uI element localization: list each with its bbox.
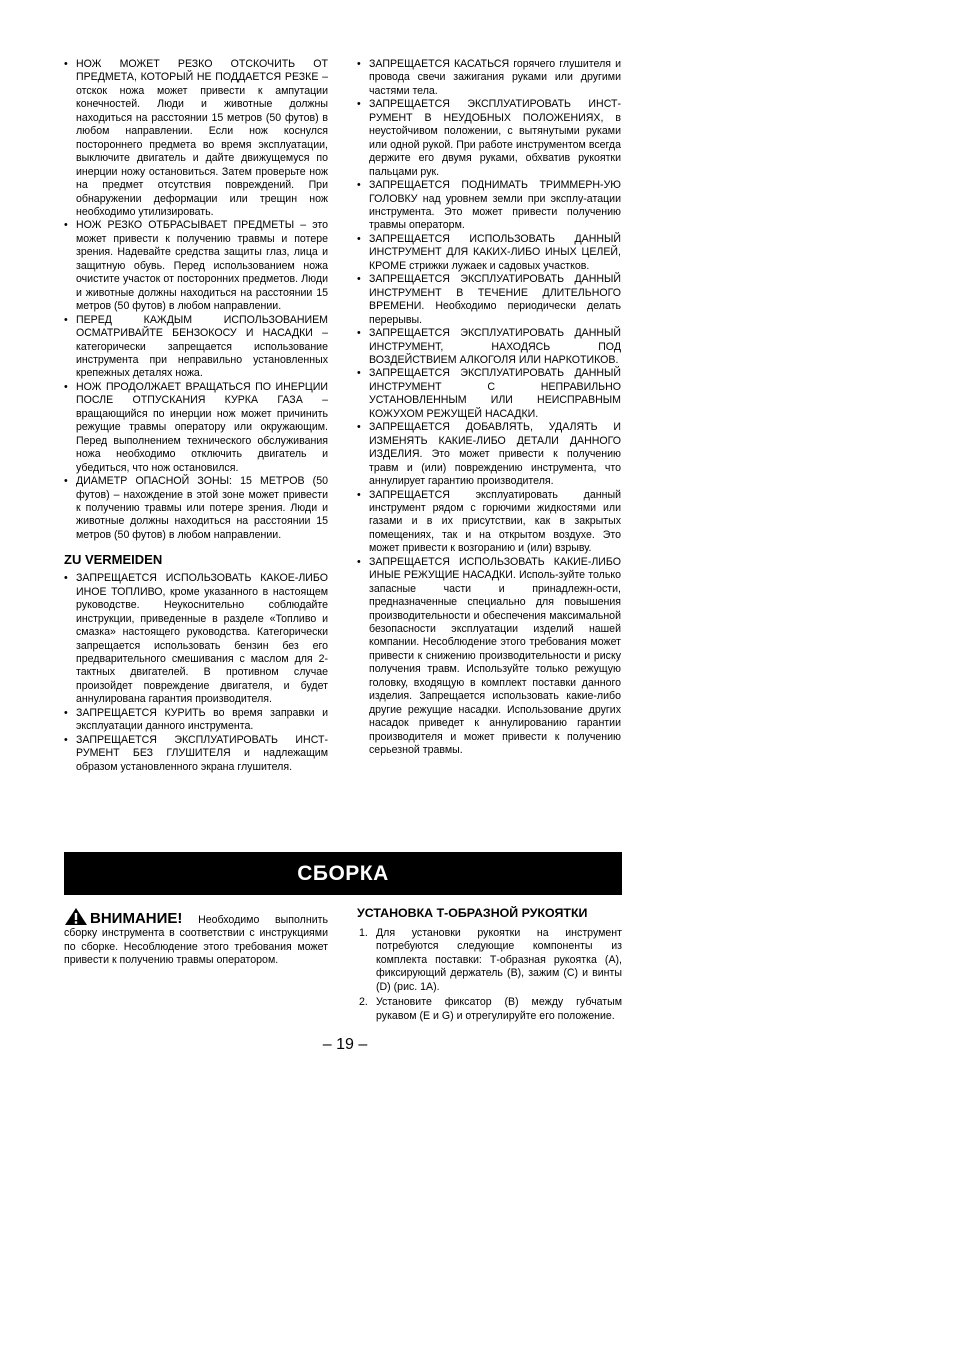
list-item: • ЗАПРЕЩАЕТСЯ КУРИТЬ во время заправки и эксплуатации данного инструмента. — [64, 707, 328, 734]
warning-icon — [64, 907, 88, 926]
list-item: • НОЖ МОЖЕТ РЕЗКО ОТСКОЧИТЬ ОТ ПРЕДМЕТА, КОТОРЫЙ НЕ ПОДДАЕТСЯ РЕЗКЕ – отскок ножа может привести к ампутации конечностей. Люди и животные должны находиться на расстоянии 15 метров (50 футов) в любом направлении. Если нож коснулся постороннего предмета во время эксплуатации, выключите двигатель и дайте движущемуся по инерции ножу остановиться. Затем проверьте нож на предмет отсутствия повреждений. При обнаружении деформации или трещин нож необходимо утилизировать. — [64, 58, 328, 219]
list-item: • ЗАПРЕЩАЕТСЯ ЭКСПЛУАТИРОВАТЬ ДАННЫЙ ИНСТРУМЕНТ С НЕПРАВИЛЬНО УСТАНОВЛЕННЫМ ИЛИ НЕИСПРАВНЫМ КОЖУХОМ РЕЖУЩЕЙ НАСАДКИ. — [357, 367, 621, 421]
step-number: 2. — [359, 996, 368, 1009]
list-item: • ЗАПРЕЩАЕТСЯ ЭКСПЛУАТИРОВАТЬ ДАННЫЙ ИНСТРУМЕНТ, НАХОДЯСЬ ПОД ВОЗДЕЙСТВИЕМ АЛКОГОЛЯ ИЛИ НАРКОТИКОВ. — [357, 327, 621, 367]
list-item: • ЗАПРЕЩАЕТСЯ эксплуатировать данный инструмент рядом с горючими жидкостями или газами и в их присутствии, как в закрытых помещениях, так и на открытом воздухе. Это может привести к возгоранию и (или) взрыву. — [357, 489, 621, 556]
list-item: • ЗАПРЕЩАЕТСЯ ПОДНИМАТЬ ТРИММЕРН-УЮ ГОЛОВКУ над уровнем земли при эксплу-атации инструмента. Это может привести получению травмы операторм. — [357, 179, 621, 233]
step-text: Для установки рукоятки на инструмент потребуются следующие компоненты из комплекта поставки: Т-образная рукоятка (А), фиксирующий держатель (В), зажим (С) и винты (D) (рис. 1А). — [376, 927, 622, 993]
list-item: • ПЕРЕД КАЖДЫМ ИСПОЛЬЗОВАНИЕМ ОСМАТРИВАЙТЕ БЕНЗОКОСУ И НАСАДКИ – категорически запрещается использование инструмента при неправильно установленных крепежных деталях ножа. — [64, 314, 328, 381]
warning-title: ВНИМАНИЕ! — [90, 910, 183, 927]
step-number: 1. — [359, 927, 368, 939]
list-item: • ЗАПРЕЩАЕТСЯ ИСПОЛЬЗОВАТЬ ДАННЫЙ ИНСТРУМЕНТ ДЛЯ КАКИХ-ЛИБО ИНЫХ ЦЕЛЕЙ, КРОМЕ стрижки лужаек и садовых участков. — [357, 233, 621, 273]
right-column — [357, 58, 621, 758]
assembly-steps — [357, 927, 622, 1023]
list-item: • ЗАПРЕЩАЕТСЯ ИСПОЛЬЗОВАТЬ КАКОЕ-ЛИБО ИНОЕ ТОПЛИВО, кроме указанного в настоящем руководстве. Неукоснительно соблюдайте инструкции, приведенные в разделе «Топливо и смазка» настоящего руководства. Категорически запрещается использовать бензин без его предварительного смешивания с маслом для 2-тактных двигателей. В противном случае произойдет повреждение двигателя, и будет аннулирована гарантия производителя. — [64, 572, 328, 707]
step-text: Установите фиксатор (В) между губчатым рукавом (E и G) и отрегулируйте его положение. — [376, 996, 622, 1022]
list-item: • ЗАПРЕЩАЕТСЯ КАСАТЬСЯ горячего глушителя и провода свечи зажигания руками или другими частями тела. — [357, 58, 621, 98]
section-heading: ZU VERMEIDEN — [64, 552, 163, 568]
step-item — [357, 996, 622, 1023]
list-item: • ДИАМЕТР ОПАСНОЙ ЗОНЫ: 15 МЕТРОВ (50 футов) – нахождение в этой зоне может привести к получению травмы или потере зрения. Люди и животные должны находиться на расстоянии 15 метров (50 футов) в любом направлении. — [64, 475, 328, 542]
list-item: • НОЖ ПРОДОЛЖАЕТ ВРАЩАТЬСЯ ПО ИНЕРЦИИ ПОСЛЕ ОТПУСКАНИЯ КУРКА ГАЗА – вращающийся по инерции нож может причинить режущие травмы оператору или окружающим. Перед выполнением технического обслуживания ножа необходимо отключить двигатель и убедиться, что нож остановился. — [64, 381, 328, 475]
warning-block — [64, 907, 328, 968]
list-item: • ЗАПРЕЩАЕТСЯ ЭКСПЛУАТИРОВАТЬ ДАННЫЙ ИНСТРУМЕНТ В ТЕЧЕНИЕ ДЛИТЕЛЬНОГО ВРЕМЕНИ. Необходимо периодически делать перерывы. — [357, 273, 621, 327]
right-bullet-list — [357, 58, 621, 758]
assembly-heading: УСТАНОВКА Т-ОБРАЗНОЙ РУКОЯТКИ — [357, 906, 588, 920]
left-column — [64, 58, 328, 774]
step-item — [357, 927, 622, 994]
list-item: • ЗАПРЕЩАЕТСЯ ЭКСПЛУАТИРОВАТЬ ИНСТ-РУМЕНТ БЕЗ ГЛУШИТЕЛЯ и надлежащим образом установленного экрана глушителя. — [64, 734, 328, 774]
list-item: • ЗАПРЕЩАЕТСЯ ИСПОЛЬЗОВАТЬ КАКИЕ-ЛИБО ИНЫЕ РЕЖУЩИЕ НАСАДКИ. Исполь-зуйте только запасные части и принадлежн-ости, предназначенные специально для повышения производительности и обеспечения максимальной безопасности эксплуатации изделий нашей компании. Несоблюдение этого требования может привести к снижению производительности и риску получения травм. Используйте только режущую головку, входящую в комплект поставки данного изделия. Запрещается использовать какие-либо другие режущие насадки. Использование других насадок приведет к аннулированию гарантии производителя и может привести к получению серьезной травмы. — [357, 556, 621, 758]
avoid-bullet-list — [64, 572, 328, 774]
warning-text: Необходимо выполнить сборку инструмента в соответствии с инструкциями по сборке. Несоблюдение этого требования может привести к получению травмы оператором. — [64, 914, 328, 967]
list-item: • ЗАПРЕЩАЕТСЯ ДОБАВЛЯТЬ, УДАЛЯТЬ И ИЗМЕНЯТЬ КАКИЕ-ЛИБО ДЕТАЛИ ДАННОГО ИЗДЕЛИЯ. Это может привести к получению травм и (или) повреждению инструмента, что аннулирует гарантию производителя. — [357, 421, 621, 488]
list-item: • ЗАПРЕЩАЕТСЯ ЭКСПЛУАТИРОВАТЬ ИНСТ-РУМЕНТ В НЕУДОБНЫХ ПОЛОЖЕНИЯХ, в неустойчивом положении, с вытянутыми руками или одной рукой. При работе инструментом всегда держите его двумя руками, обхватив рукоятки пальцами рук. — [357, 98, 621, 179]
section-banner — [64, 852, 622, 895]
banner-title: СБОРКА — [297, 861, 389, 885]
left-bullet-list — [64, 58, 328, 542]
assembly-section — [357, 905, 622, 1025]
list-item: • НОЖ РЕЗКО ОТБРАСЫВАЕТ ПРЕДМЕТЫ – это может привести к получению травмы и потере зрения. Надевайте средства защиты глаз, лица и защитную обувь. Перед использованием ножа очистите участок от посторонних предметов. Люди и животные должны находиться на расстоянии 15 метров (50 футов) в любом направлении. — [64, 219, 328, 313]
page-number: – 19 – — [322, 1036, 368, 1053]
